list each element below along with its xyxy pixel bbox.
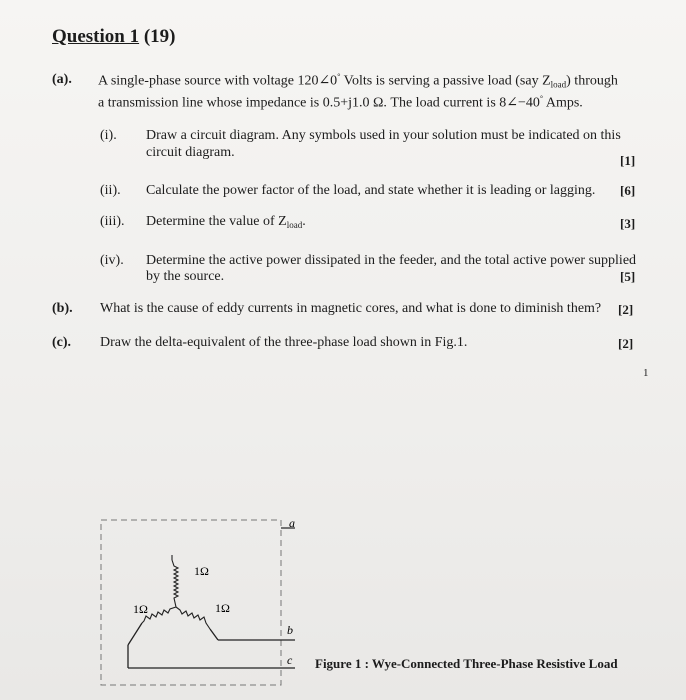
part-a-line1-mid: Volts is serving a passive load (say Z	[340, 73, 551, 89]
item-ii-label: (ii).	[100, 183, 121, 198]
question-title	[52, 26, 176, 48]
figure-caption: Figure 1 : Wye-Connected Three-Phase Resistive Load	[315, 656, 618, 671]
r-left-label: 1Ω	[133, 602, 148, 616]
wire-right-diag	[210, 629, 218, 640]
resistor-top	[172, 560, 178, 607]
item-iii-label: (iii).	[100, 214, 125, 229]
part-c-marks: [2]	[618, 336, 634, 351]
node-c-label: c	[287, 653, 293, 667]
item-iii-text	[146, 214, 306, 230]
resistor-right	[176, 607, 210, 629]
item-i-text1: Draw a circuit diagram. Any symbols used in your solution must be indicated on this	[146, 128, 621, 143]
wire-left-diag	[128, 623, 142, 645]
part-c-text: Draw the delta-equivalent of the three-phase load shown in Fig.1.	[100, 335, 468, 350]
item-ii-marks: [6]	[620, 183, 636, 198]
item-iii-marks: [3]	[620, 216, 636, 231]
node-b-label: b	[287, 623, 293, 637]
node-a-label: a	[289, 516, 295, 530]
wye-load-figure	[98, 515, 298, 690]
item-iv-label: (iv).	[100, 253, 124, 268]
part-c-label: (c).	[52, 335, 72, 350]
question-title-text: Question 1	[52, 26, 140, 47]
item-i-text2: circuit diagram.	[146, 145, 235, 160]
item-iii-text-sub: load	[286, 220, 303, 230]
page-number: 1	[643, 367, 649, 379]
part-a-line1-sub: load	[550, 79, 567, 90]
r-right-label: 1Ω	[215, 601, 230, 615]
part-a-line2-post: Amps.	[543, 95, 583, 111]
question-marks: (19)	[143, 26, 176, 47]
r-top-label: 1Ω	[194, 564, 209, 578]
part-b-label: (b).	[52, 301, 73, 316]
part-a-line2: a transmission line whose impedance is 0.5+j1.0 Ω. The load current is 8∠−40° Amps.	[98, 94, 583, 111]
item-ii-text: Calculate the power factor of the load, and state whether it is leading or lagging.	[146, 183, 596, 198]
part-a-line1-pre: A single-phase source with voltage 120∠0	[98, 73, 338, 89]
item-iii-text-pre: Determine the value of Z	[146, 214, 287, 229]
item-i-marks: [1]	[620, 153, 636, 168]
part-a-line2-text: a transmission line whose impedance is 0.5+j1.0 Ω. The load current is 8∠−40	[98, 95, 540, 111]
item-i-label: (i).	[100, 128, 117, 143]
item-iii-text-post: .	[302, 214, 306, 229]
part-a-line1: A single-phase source with voltage 120∠0° Volts is serving a passive load (say $Z_{load}$) through	[98, 72, 618, 90]
part-b-text: What is the cause of eddy currents in magnetic cores, and what is done to diminish them?	[100, 301, 602, 316]
part-a-line1-post: ) through	[566, 73, 618, 89]
part-a-label: (a).	[52, 72, 72, 87]
item-iv-marks: [5]	[620, 269, 636, 284]
item-iv-text1: Determine the active power dissipated in the feeder, and the total active power supplied	[146, 253, 637, 268]
part-b-marks: [2]	[618, 302, 634, 317]
item-iv-text2: by the source.	[146, 269, 225, 284]
